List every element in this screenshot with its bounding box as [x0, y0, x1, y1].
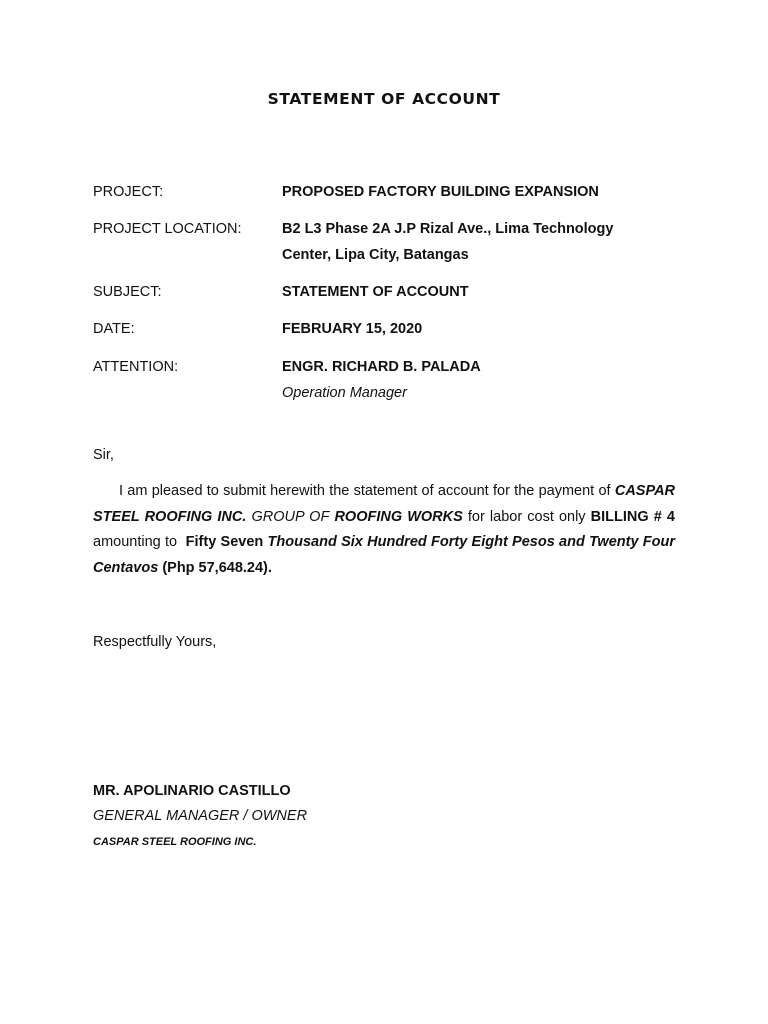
amount-number: (Php 57,648.24). — [162, 559, 272, 576]
field-label: ATTENTION: — [93, 359, 179, 375]
body-text: amounting to — [93, 534, 178, 550]
field-label: PROJECT LOCATION: — [93, 221, 242, 237]
document-title: STATEMENT OF ACCOUNT — [267, 90, 501, 108]
amount-words-bold: Fifty Seven — [185, 534, 264, 550]
body-text: I am pleased to submit herewith the statement of account for the payment of — [119, 483, 611, 499]
field-value: PROPOSED FACTORY BUILDING EXPANSION — [282, 184, 599, 200]
field-value: FEBRUARY 15, 2020 — [282, 321, 423, 337]
body-text: GROUP OF — [251, 508, 330, 525]
salutation: Sir, — [93, 447, 114, 463]
closing: Respectfully Yours, — [93, 634, 217, 650]
attention-name: ENGR. RICHARD B. PALADA — [282, 359, 481, 375]
signatory-name: MR. APOLINARIO CASTILLO — [93, 783, 291, 799]
signatory-company: CASPAR STEEL ROOFING INC. — [93, 836, 257, 848]
body-paragraph — [93, 479, 675, 581]
company-name: CASPAR STEEL ROOFING INC. — [93, 483, 676, 525]
field-value — [282, 216, 682, 268]
billing-number: BILLING # 4 — [590, 508, 675, 525]
body-text: for labor cost only — [467, 508, 586, 525]
field-value-line: Center, Lipa City, Batangas — [282, 247, 469, 263]
signatory-title: GENERAL MANAGER / OWNER — [93, 808, 308, 824]
field-value: STATEMENT OF ACCOUNT — [282, 284, 469, 300]
amount-words: Thousand Six Hundred Forty Eight Pesos and Twenty Four Centavos — [93, 534, 676, 576]
works-name: ROOFING WORKS — [334, 508, 463, 525]
field-label: SUBJECT: — [93, 284, 162, 300]
field-label: DATE: — [93, 321, 135, 337]
field-value — [282, 354, 682, 406]
attention-position: Operation Manager — [282, 385, 407, 401]
field-value-line: B2 L3 Phase 2A J.P Rizal Ave., Lima Technology — [282, 221, 614, 237]
field-label: PROJECT: — [93, 184, 164, 200]
